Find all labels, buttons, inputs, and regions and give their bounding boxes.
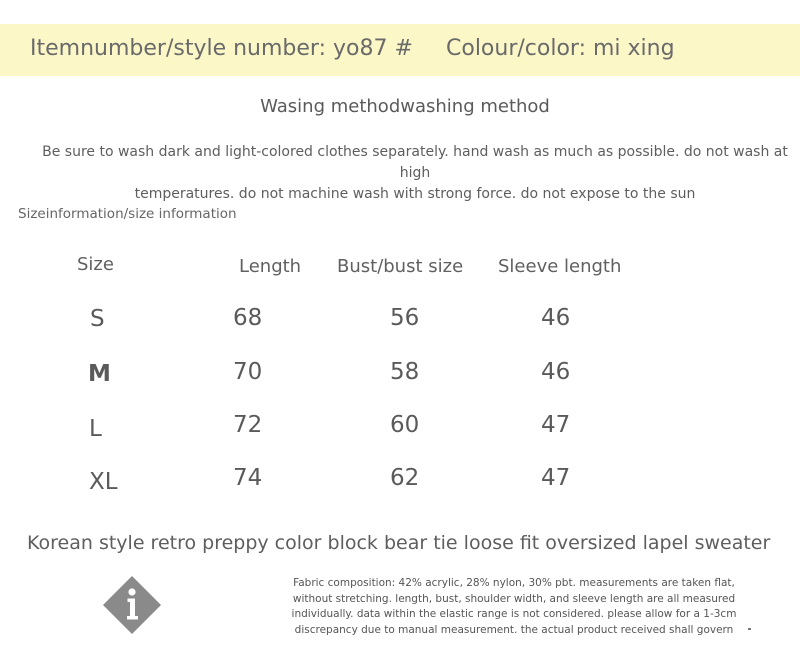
- length-cell: 70: [233, 359, 263, 385]
- size-cell: L: [89, 416, 102, 442]
- fabric-line-2: without stretching. length, bust, shoulder width, and sleeve length are all measured: [292, 592, 736, 605]
- sleeve-cell: 46: [541, 359, 571, 385]
- size-information-label: Sizeinformation/size information: [18, 206, 237, 222]
- bust-cell: 58: [390, 359, 420, 385]
- sleeve-cell: 46: [541, 305, 571, 331]
- bust-cell: 62: [390, 465, 420, 491]
- style-number: Itemnumber/style number: yo87 #: [30, 36, 413, 61]
- fabric-line-3: individually. data within the elastic range is not considered. please allow for a 1-3cm: [291, 608, 737, 620]
- sleeve-cell: 47: [541, 465, 571, 491]
- header-size: Size: [77, 254, 114, 275]
- fabric-composition: [266, 576, 762, 638]
- colour-label: Colour/color: mi xing: [446, 36, 675, 61]
- info-icon: [103, 576, 161, 634]
- fabric-line-4: discrepancy due to manual measurement. the actual product received shall govern: [294, 623, 734, 636]
- fabric-line-1: Fabric composition: 42% acrylic, 28% nylon, 30% pbt. measurements are taken flat,: [293, 577, 735, 589]
- washing-method-title: Wasing methodwashing method: [260, 96, 550, 117]
- header-sleeve-length: Sleeve length: [498, 256, 622, 277]
- length-cell: 68: [233, 305, 263, 331]
- bust-cell: 60: [390, 412, 420, 438]
- header-bust: Bust/bust size: [337, 256, 464, 277]
- sleeve-cell: 47: [541, 412, 571, 438]
- length-cell: 74: [233, 465, 263, 491]
- size-cell: S: [90, 306, 105, 332]
- bust-cell: 56: [390, 305, 420, 331]
- header-length: Length: [239, 256, 302, 277]
- product-title: Korean style retro preppy color block bear tie loose fit oversized lapel sweater: [27, 532, 771, 554]
- size-cell: M: [88, 361, 111, 387]
- washing-line-2: temperatures. do not machine wash with strong force. do not expose to the sun: [134, 186, 696, 202]
- length-cell: 72: [233, 412, 263, 438]
- washing-line-1: Be sure to wash dark and light-colored clothes separately. hand wash as much as possible. do not wash at high: [42, 144, 788, 181]
- decorative-dot: [748, 628, 751, 630]
- size-cell: XL: [89, 469, 118, 495]
